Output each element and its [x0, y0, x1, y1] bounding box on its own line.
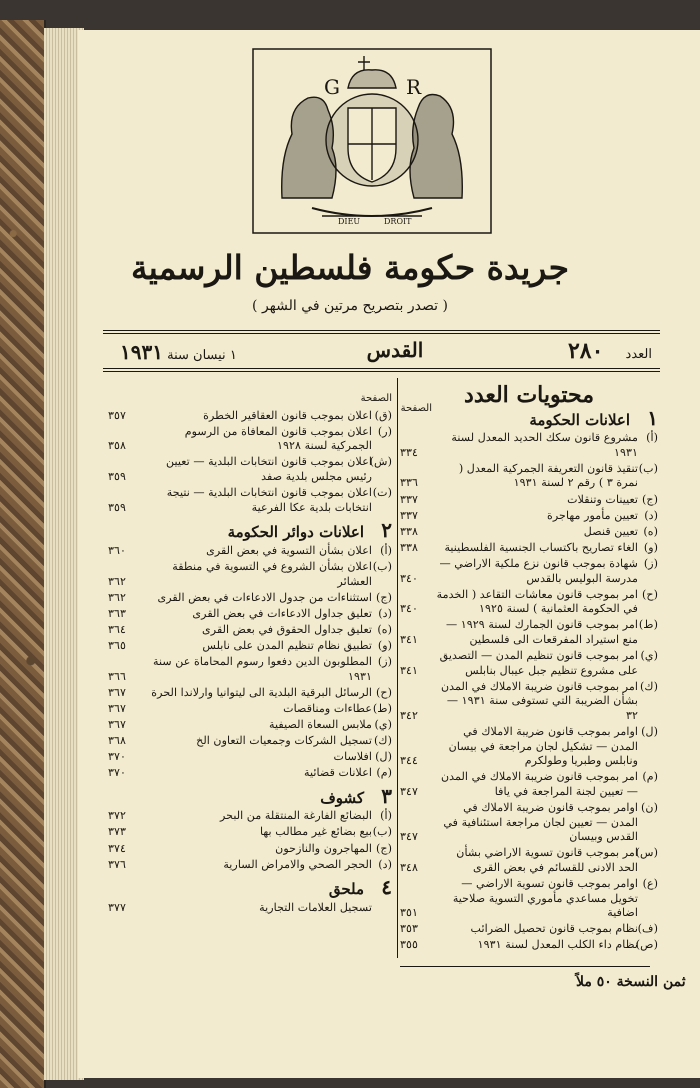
item-label: (ج): [376, 841, 392, 855]
item-page: ٣٦٢: [108, 574, 127, 588]
item-label: (ز): [377, 655, 392, 668]
contents-item: [108, 842, 392, 857]
contents-item: [108, 901, 392, 916]
item-page: ٣٥٩: [108, 500, 127, 514]
item-text: اعلان بشأن الشروع في التسوية في منطقة العشائر: [172, 559, 372, 588]
contents-item: [400, 493, 658, 508]
item-text: المهاجرون والنازحون: [275, 841, 372, 855]
item-page: ٣٤١: [400, 632, 419, 646]
contents-item: [400, 509, 658, 524]
item-page: ٣٥١: [400, 906, 419, 920]
section-heading-2: [108, 518, 392, 543]
item-page: ٣٦٦: [108, 669, 127, 683]
item-page: ٣٤٧: [400, 784, 419, 798]
item-page: ٣٣٨: [400, 524, 419, 538]
item-label: (ز): [643, 556, 658, 570]
item-label: (ك): [374, 733, 392, 747]
item-page: ٣٦٧: [108, 685, 127, 699]
price-line: [576, 974, 686, 990]
contents-item: [108, 623, 392, 638]
issue-date-prefix: ١ نيسان سنة: [167, 348, 237, 363]
item-text: اعلان بموجب قانون انتخابات البلدية — نتيجة انتخابات بلدية عكا الفرعية: [166, 486, 372, 514]
item-label: (ح): [642, 587, 658, 601]
item-label: (أ): [380, 543, 392, 557]
item-label: (ه): [643, 524, 658, 538]
contents-item: [400, 770, 658, 799]
item-label: (د): [378, 857, 392, 871]
item-text: عطاءات ومناقصات: [283, 701, 372, 715]
marbled-book-cover: [0, 20, 46, 1088]
contents-item: [108, 455, 392, 484]
issue-city: القدس: [366, 338, 424, 362]
item-text: تعليق جداول الحقوق في بعض القرى: [202, 622, 372, 636]
contents-item: [108, 858, 392, 873]
item-label: (أ): [380, 809, 392, 823]
item-text: الحجر الصحي والامراض السارية: [223, 857, 372, 871]
item-text: تعيين مأمور مهاجرة: [547, 508, 638, 522]
contents-item: [108, 544, 392, 559]
item-text: تعيينات وتنقلات: [567, 492, 638, 506]
item-text: امر بموجب قانون ضريبة الاملاك في المدن بشأن الضريبة التي تستوفى سنة ١٩٣١ — ٣٢: [440, 679, 638, 722]
item-text: نظام داء الكلب المعدل لسنة ١٩٣١: [477, 938, 638, 952]
item-label: (ي): [374, 717, 392, 731]
section-number: ٢: [381, 518, 392, 543]
item-label: (و): [643, 540, 658, 554]
page-column-heading-left: الصفحة: [360, 393, 392, 404]
item-page: ٣٦٤: [108, 622, 127, 636]
item-label: (ح): [376, 685, 392, 699]
item-text: تسجيل العلامات التجارية: [259, 900, 372, 914]
contents-item: [400, 462, 658, 491]
contents-item: [108, 825, 392, 840]
item-page: ٣٣٧: [400, 508, 419, 522]
item-label: (ت): [372, 486, 392, 500]
contents-item: [400, 618, 658, 647]
item-page: ٣٦٨: [108, 733, 127, 747]
item-page: ٣٤٧: [400, 830, 419, 844]
royal-coat-of-arms: [252, 48, 492, 234]
item-label: (ر): [377, 424, 392, 438]
contents-item: [400, 922, 658, 937]
item-text: شهادة بموجب قانون نزع ملكية الاراضي — مدرسة البوليس بالقدس: [439, 556, 638, 585]
item-text: مشروع قانون سكك الحديد المعدل لسنة ١٩٣١: [451, 431, 638, 459]
item-label: (ف): [637, 922, 658, 936]
item-label: (ع): [642, 876, 658, 890]
item-label: (م): [642, 770, 658, 784]
item-text: بيع بضائع غير مطالب بها: [259, 825, 372, 839]
contents-left-column: [108, 392, 392, 917]
item-page: ٣٤٢: [400, 708, 419, 722]
item-text: امر بموجب قانون ضريبة الاملاك في المدن — تعيين لجنة المراجعة في يافا: [440, 770, 638, 798]
item-page: ٣٤٤: [400, 754, 419, 768]
page-column-heading: الصفحة: [400, 403, 432, 414]
item-label: (ي): [640, 649, 658, 662]
item-label: (و): [377, 638, 392, 652]
item-label: (ط): [372, 701, 392, 715]
item-text: البضائع الفارغة المنتقلة من البحر: [219, 809, 372, 823]
item-label: (م): [376, 766, 392, 780]
item-page: ٣٧٢: [108, 809, 127, 823]
contents-item: [108, 409, 392, 424]
item-label: (ص): [635, 938, 658, 952]
contents-item: [108, 607, 392, 622]
contents-item: [108, 639, 392, 654]
contents-item: [400, 938, 658, 953]
issue-number-block: [462, 338, 652, 364]
item-text: اعلانات قضائية: [303, 766, 372, 780]
item-label: (ل): [375, 750, 392, 764]
contents-title: محتويات العدد: [464, 382, 594, 408]
contents-item: [108, 591, 392, 606]
item-text: الرسائل البرقية البلدية الى ليتوانيا وارلاندا الحرة: [151, 685, 372, 699]
contents-item: [108, 766, 392, 781]
issue-number: ٢٨٠: [567, 338, 604, 364]
item-page: ٣٥٩: [108, 469, 127, 483]
item-text: تسجيل الشركات وجمعيات التعاون الخ: [196, 733, 372, 747]
contents-item: [108, 560, 392, 589]
contents-item: [400, 541, 658, 556]
header-rule-top: [103, 330, 660, 331]
item-label: (ن): [641, 800, 658, 814]
price-label: ثمن النسخة: [616, 974, 686, 990]
contents-item: [108, 809, 392, 824]
price-value: ٥٠ ملاً: [576, 974, 612, 990]
item-label: (ب): [372, 825, 392, 839]
contents-item: [108, 734, 392, 749]
item-label: (ب): [372, 559, 392, 573]
item-page: ٣٤٨: [400, 860, 419, 874]
gazette-title: جريدة حكومة فلسطين الرسمية: [130, 248, 569, 287]
issue-date: [120, 340, 310, 364]
contents-item: [400, 649, 658, 678]
item-label: (ك): [640, 679, 658, 693]
issue-date-year: ١٩٣١: [120, 340, 163, 364]
item-page: ٣٥٨: [108, 439, 127, 453]
contents-item: [400, 557, 658, 586]
section-number: ٣: [381, 783, 392, 808]
item-text: اوامر بموجب قانون ضريبة الاملاك في المدن — تعيين لجان مراجعة استئنافية في القدس وبيسان: [443, 800, 638, 844]
contents-item: [108, 702, 392, 717]
crest-motto-right: DROIT: [384, 217, 412, 226]
contents-item: [400, 801, 658, 845]
section-number: ١: [647, 405, 658, 430]
item-page: ٣٦٣: [108, 606, 127, 620]
contents-item: [400, 525, 658, 540]
header-rule-bottom-2: [103, 371, 660, 372]
item-page: ٣٧٠: [108, 750, 127, 764]
contents-item: [108, 718, 392, 733]
item-label: (ه): [377, 622, 392, 636]
item-page: ٣٣٧: [400, 492, 419, 506]
contents-item: [108, 486, 392, 515]
item-page: ٣٤١: [400, 663, 419, 677]
item-page: ٣٦٧: [108, 701, 127, 715]
column-divider: [397, 378, 398, 958]
contents-item: [400, 431, 658, 460]
item-text: امر بموجب قانون تنظيم المدن — التصديق على مشروع تنظيم جبل عيبال بنابلس: [439, 649, 638, 677]
item-label: (س): [635, 846, 658, 860]
item-page: ٣٣٤: [400, 445, 419, 459]
item-text: تطبيق نظام تنظيم المدن على نابلس: [202, 638, 372, 652]
section-title: كشوف: [320, 788, 365, 807]
contents-right-column: [400, 384, 658, 954]
item-page: ٣٧٤: [108, 841, 127, 855]
item-page: ٣٥٥: [400, 938, 419, 952]
item-text: اعلان بموجب قانون انتخابات البلدية — تعيين رئيس مجلس بلدية صفد: [166, 455, 372, 483]
item-text: المطلوبون الدين دفعوا رسوم المحاماة عن سنة ١٩٣١: [152, 655, 372, 683]
item-page: ٣٦٠: [108, 543, 127, 557]
item-page: ٣٤٠: [400, 602, 419, 616]
header-rule-bottom: [103, 368, 660, 369]
item-label: (ط): [638, 618, 658, 632]
section-title: اعلانات دوائر الحكومة: [227, 523, 365, 542]
contents-item: [400, 725, 658, 769]
item-text: امر بموجب قانون الجمارك لسنة ١٩٢٩ — منع استيراد المفرقعات الى فلسطين: [446, 618, 638, 646]
bottom-rule: [400, 966, 650, 967]
section-number: ٤: [381, 875, 392, 900]
item-text: اوامر بموجب قانون ضريبة الاملاك في المدن — تشكيل لجان مراجعة في بيسان ونابلس وطبريا وطولكرم: [448, 724, 638, 768]
item-page: ٣٤٠: [400, 571, 419, 585]
item-label: (ش): [369, 455, 392, 469]
crest-letter-right: R: [406, 75, 422, 99]
contents-item: [108, 750, 392, 765]
crest-motto-left: DIEU: [338, 217, 361, 226]
item-text: نظام بموجب قانون تحصيل الضرائب: [470, 922, 638, 936]
section-title: اعلانات الحكومة: [529, 410, 631, 429]
section-heading-4: [108, 875, 392, 900]
contents-item: [108, 686, 392, 701]
item-text: تعليق جداول الادعاءات في بعض القرى: [192, 606, 372, 620]
item-text: ملابس السعاة الصيفية: [269, 717, 372, 731]
item-label: (أ): [646, 431, 658, 445]
item-label: (ق): [374, 408, 392, 422]
item-text: تنقيذ قانون التعريفة الجمركية المعدل ( نمرة ٣ ) رقم ٢ لسنة ١٩٣١: [458, 461, 638, 490]
item-text: اعلان بشأن التسوية في بعض القرى: [206, 543, 372, 557]
contents-item: [108, 655, 392, 684]
contents-item: [108, 425, 392, 454]
item-text: الغاء تصاريح باكتساب الجنسية الفلسطينية: [444, 540, 638, 554]
item-label: (ج): [642, 492, 658, 506]
contents-item: [400, 846, 658, 875]
contents-item: [400, 680, 658, 724]
item-text: استثناءات من جدول الادعاءات في بعض القرى: [157, 590, 372, 604]
item-page: ٣٥٣: [400, 922, 419, 936]
item-page: ٣٦٥: [108, 638, 127, 652]
item-label: (ب): [638, 461, 658, 475]
contents-item: [400, 877, 658, 921]
item-page: ٣٧٦: [108, 857, 127, 871]
item-text: افلاسات: [333, 750, 372, 764]
gazette-subtitle: ( تصدر بتصريح مرتين في الشهر ): [252, 298, 448, 314]
item-text: اوامر بموجب قانون تسوية الاراضي — تخويل مساعدي مأموري التسوية صلاحية اضافية: [452, 876, 638, 920]
item-label: (د): [644, 508, 658, 522]
item-text: اعلان بموجب قانون العقاقير الخطرة: [203, 408, 372, 422]
item-page: ٣٣٦: [400, 476, 419, 490]
item-text: امر بموجب قانون معاشات التقاعد ( الخدمة في الحكومة العثمانية ) لسنة ١٩٢٥: [436, 587, 638, 616]
item-label: (ج): [376, 590, 392, 604]
issue-label: العدد: [625, 347, 652, 362]
header-rule-top-2: [103, 333, 660, 334]
item-text: تعيين قنصل: [583, 524, 638, 538]
item-page: ٣٦٧: [108, 717, 127, 731]
item-text: امر بموجب قانون تسوية الاراضي بشأن الحد الادنى للقسائم في بعض القرى: [456, 846, 638, 874]
crest-letter-left: G: [324, 75, 340, 99]
section-heading-3: [108, 783, 392, 808]
item-page: ٣٧٣: [108, 825, 127, 839]
contents-item: [400, 588, 658, 617]
item-page: ٣٧٧: [108, 900, 127, 914]
item-page: ٣٧٠: [108, 766, 127, 780]
item-label: (د): [378, 606, 392, 620]
item-page: ٣٦٢: [108, 590, 127, 604]
section-title: ملحق: [328, 880, 365, 899]
item-page: ٣٥٧: [108, 408, 127, 422]
item-text: اعلان بموجب قانون المعافاة من الرسوم الجمركية لسنة ١٩٢٨: [184, 424, 372, 453]
item-label: (ل): [641, 724, 658, 738]
item-page: ٣٣٨: [400, 540, 419, 554]
